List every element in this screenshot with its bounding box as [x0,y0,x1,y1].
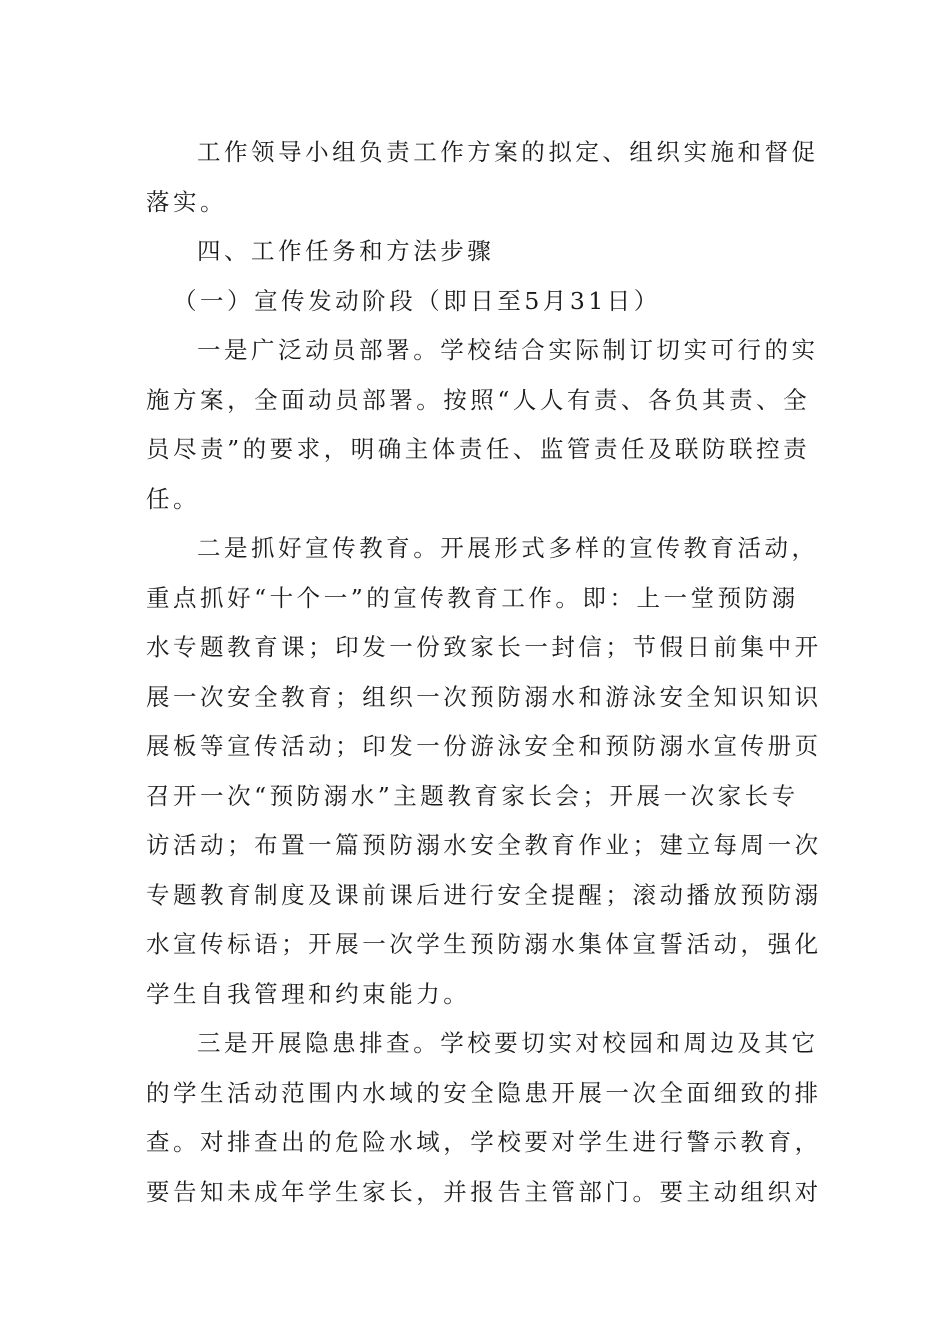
section-heading: 四、工作任务和方法步骤 [197,237,495,265]
paragraph-line: 访活动；布置一篇预防溺水安全教育作业；建立每周一次 [146,831,822,859]
subsection-heading: （一）宣传发动阶段（即日至5月31日） [173,286,661,315]
paragraph-line: 水宣传标语；开展一次学生预防溺水集体宣誓活动，强化 [146,930,822,958]
paragraph-line: 学生自我管理和约束能力。 [146,979,471,1008]
paragraph-line: 施方案，全面动员部署。按照“人人有责、各负其责、全 [146,385,811,414]
paragraph-line: 的学生活动范围内水域的安全隐患开展一次全面细致的排 [146,1078,822,1107]
paragraph-line: 任。 [146,484,201,513]
paragraph-line: 查。对排查出的危险水域，学校要对学生进行警示教育， [146,1128,822,1156]
paragraph-line: 重点抓好“十个一”的宣传教育工作。即：上一堂预防溺 [146,583,799,612]
paragraph-line: 水专题教育课；印发一份致家长一封信；节假日前集中开 [146,633,822,661]
document-body [146,128,822,1217]
paragraph-line: 展板等宣传活动；印发一份游泳安全和预防溺水宣传册页 [146,732,822,760]
paragraph-line: 三是开展隐患排查。学校要切实对校园和周边及其它 [197,1029,819,1057]
paragraph-line: 展一次安全教育；组织一次预防溺水和游泳安全知识知识 [146,682,822,711]
paragraph-line: 员尽责”的要求，明确主体责任、监管责任及联防联控责 [146,435,811,463]
paragraph-line: 召开一次“预防溺水”主题教育家长会；开展一次家长专 [146,781,799,810]
paragraph-line: 落实。 [146,187,228,216]
paragraph-line: 二是抓好宣传教育。开展形式多样的宣传教育活动， [197,534,819,562]
paragraph-line: 工作领导小组负责工作方案的拟定、组织实施和督促 [197,138,819,166]
paragraph-line: 一是广泛动员部署。学校结合实际制订切实可行的实 [197,336,819,364]
paragraph-line: 要告知未成年学生家长，并报告主管部门。要主动组织对 [146,1177,822,1206]
paragraph-line: 专题教育制度及课前课后进行安全提醒；滚动播放预防溺 [146,880,822,909]
